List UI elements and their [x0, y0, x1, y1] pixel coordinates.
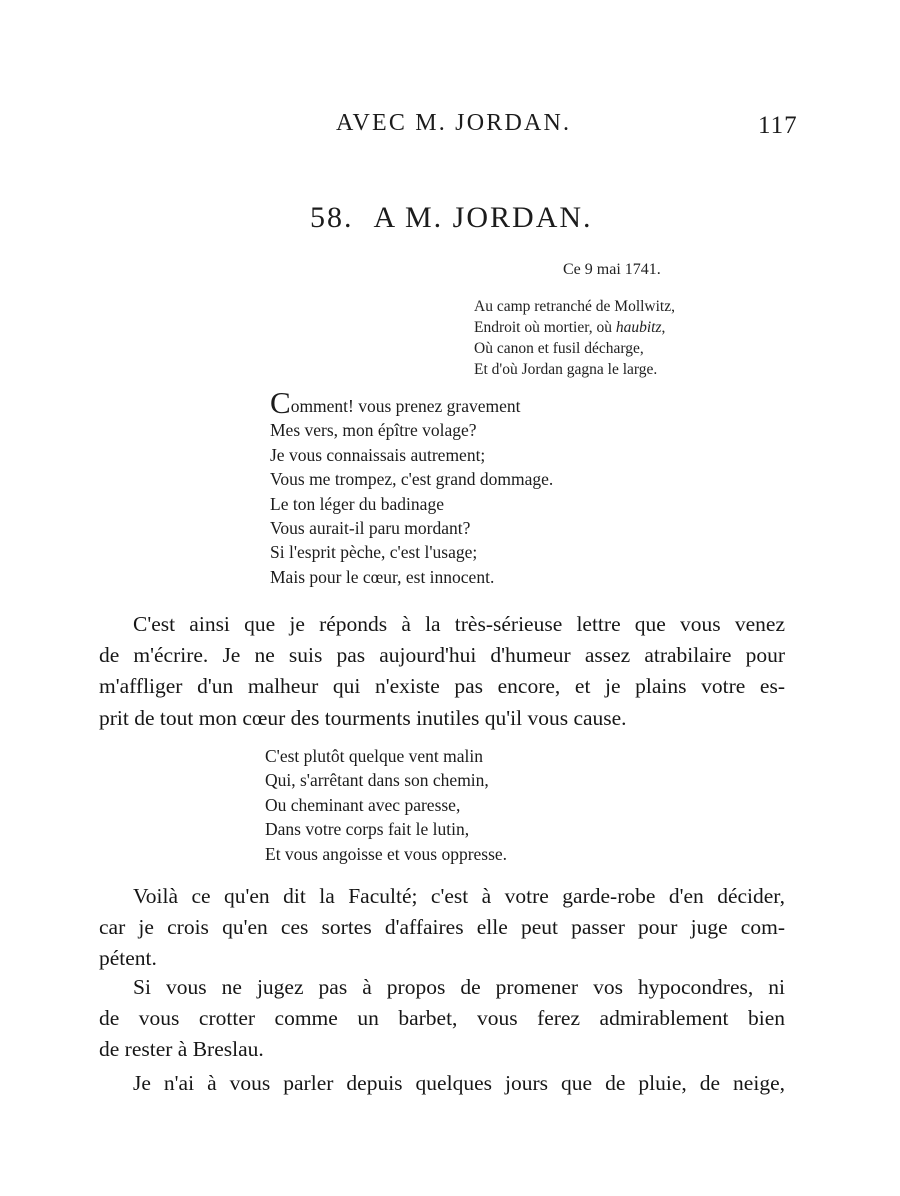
verse-line: Ou cheminant avec paresse, — [265, 794, 461, 815]
letter-date: Ce 9 mai 1741. — [563, 261, 661, 278]
verse-line: Dans votre corps fait le lutin, — [265, 819, 470, 840]
verse-line: Mais pour le cœur, est innocent. — [270, 566, 495, 587]
paragraph — [99, 881, 785, 975]
text-line: car je crois qu'en ces sortes d'affaires elle peut passer pour juge com- — [99, 915, 785, 940]
verse-fragment: Endroit où mortier, où — [474, 319, 616, 336]
verse-line: Au camp retranché de Mollwitz, — [474, 298, 675, 315]
paragraph — [99, 609, 785, 734]
opening-verse — [270, 385, 554, 589]
drop-cap: C — [270, 385, 291, 420]
verse-line: Et vous angoisse et vous oppresse. — [265, 843, 508, 864]
text-line: Voilà ce qu'en dit la Faculté; c'est à votre garde-robe d'en décider, — [133, 884, 785, 908]
verse-line: Où canon et fusil décharge, — [474, 340, 644, 357]
letter-number: 58. — [310, 201, 354, 234]
verse-line: Vous aurait-il paru mordant? — [270, 518, 471, 539]
verse-punctuation: , — [661, 319, 666, 336]
verse-line: Mes vers, mon épître volage? — [270, 420, 477, 441]
text-line: Si vous ne jugez pas à propos de promener vos hypocondres, ni — [133, 975, 785, 999]
verse-fragment: omment! vous prenez gravement — [290, 396, 521, 416]
verse-line: Je vous connaissais autrement; — [270, 444, 486, 465]
text-line: prit de tout mon cœur des tourments inutiles qu'il vous cause. — [99, 705, 627, 730]
running-header — [0, 110, 900, 144]
verse-line — [474, 317, 675, 338]
text-line: C'est ainsi que je réponds à la très-sérieuse lettre que vous venez — [133, 612, 785, 636]
verse-line — [270, 385, 553, 420]
text-line: de m'écrire. Je ne suis pas aujourd'hui d'humeur assez atrabilaire pour — [99, 643, 785, 668]
letter-heading — [310, 201, 593, 235]
place-verse — [474, 296, 675, 380]
paragraph — [99, 972, 785, 1066]
verse-line: Le ton léger du badinage — [270, 493, 444, 514]
text-line: pétent. — [99, 946, 157, 971]
running-title: AVEC M. JORDAN. — [336, 110, 572, 136]
verse-line: Si l'esprit pèche, c'est l'usage; — [270, 542, 478, 563]
letter-title: A M. JORDAN. — [373, 201, 593, 234]
inset-verse — [265, 744, 507, 866]
verse-line: C'est plutôt quelque vent malin — [265, 746, 483, 766]
text-line: de rester à Breslau. — [99, 1037, 264, 1062]
paragraph — [99, 1068, 785, 1099]
italic-word: haubitz — [615, 319, 662, 336]
verse-line: Et d'où Jordan gagna le large. — [474, 361, 658, 378]
verse-line: Vous me trompez, c'est grand dommage. — [270, 469, 554, 490]
text-line: de vous crotter comme un barbet, vous ferez admirablement bien — [99, 1006, 785, 1031]
verse-line: Qui, s'arrêtant dans son chemin, — [265, 770, 489, 791]
page-number: 117 — [758, 112, 798, 139]
text-line: Je n'ai à vous parler depuis quelques jours que de pluie, de neige, — [133, 1071, 785, 1095]
text-line: m'affliger d'un malheur qui n'existe pas encore, et je plains votre es- — [99, 674, 785, 699]
